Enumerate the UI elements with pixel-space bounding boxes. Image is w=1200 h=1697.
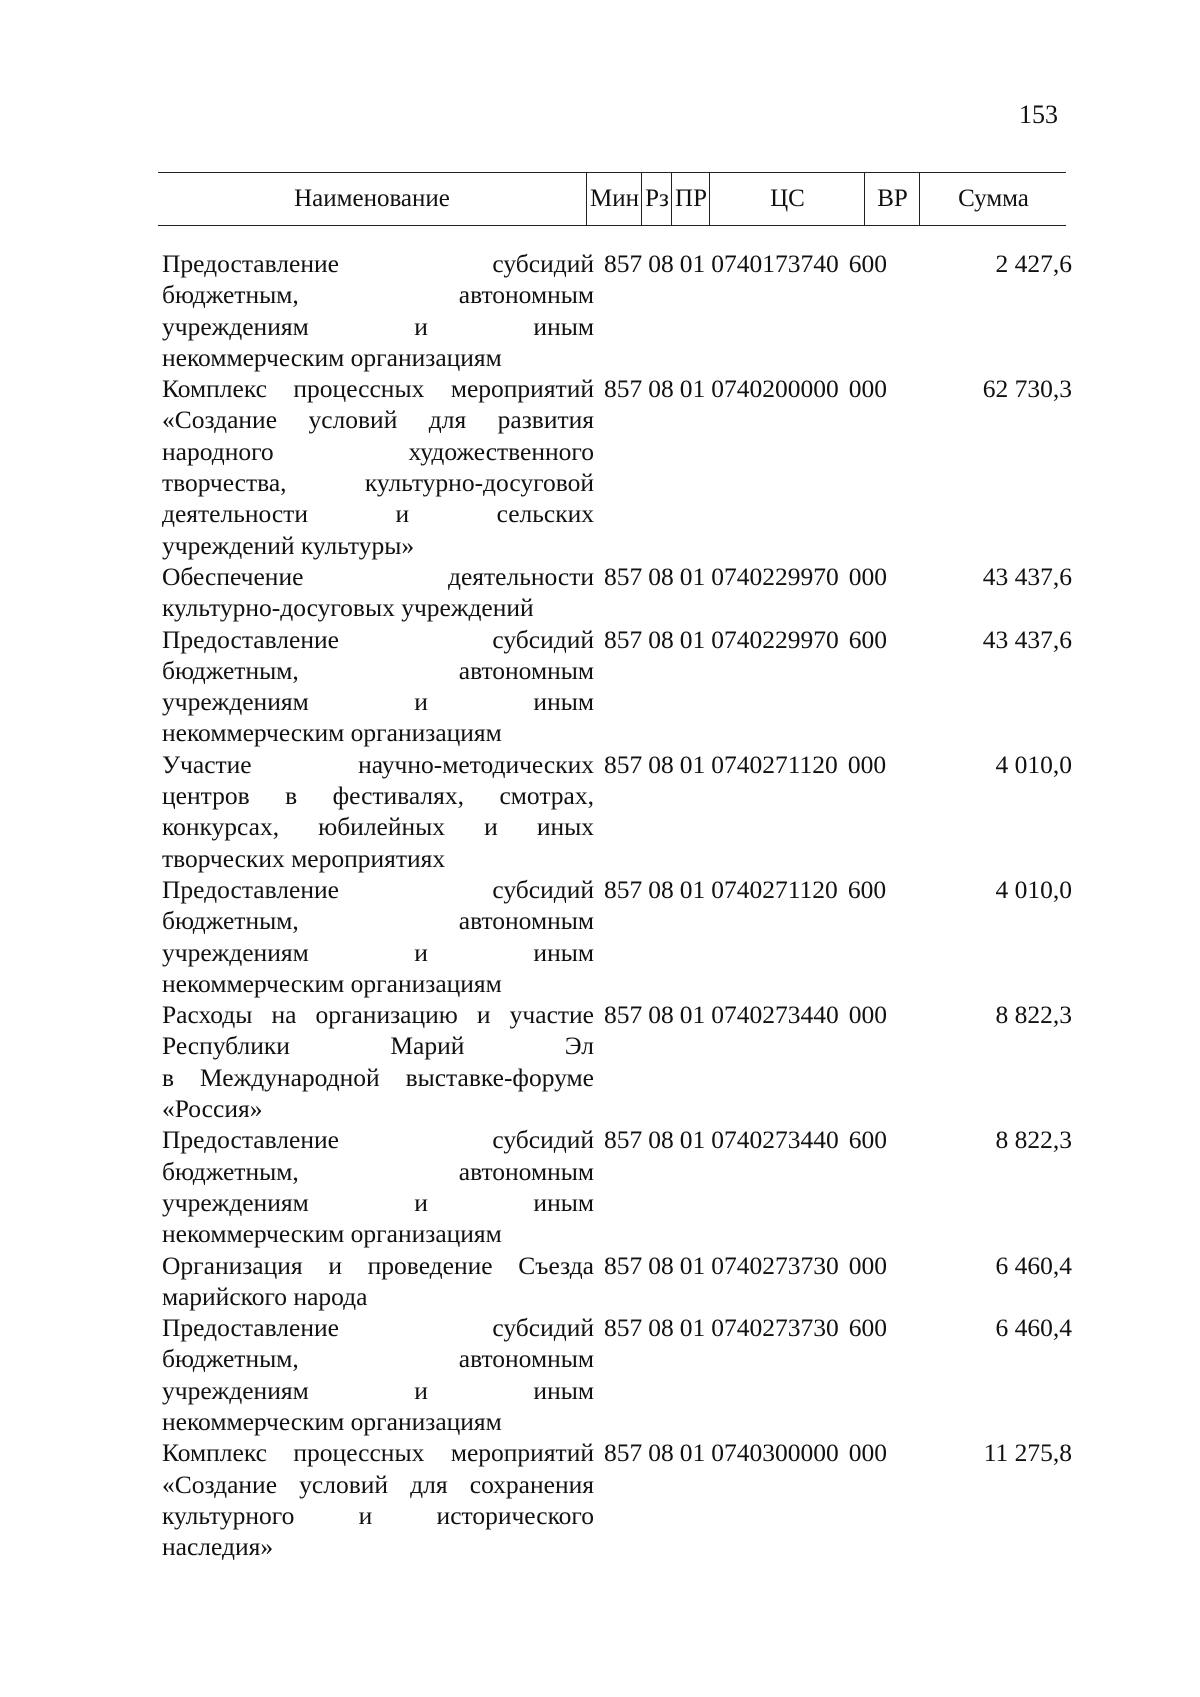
row-pr: 01	[679, 749, 706, 779]
row-min: 857	[604, 1438, 643, 1468]
row-cs: 0740273440	[711, 1125, 839, 1155]
row-name-line: бюджетным, автономным	[162, 655, 594, 685]
row-name-line: конкурсах, юбилейных и иных	[162, 812, 594, 842]
row-pr: 01	[679, 1250, 706, 1280]
row-name-line: некоммерческим организациям	[162, 1407, 502, 1437]
row-codes	[604, 1250, 893, 1281]
row-name-line: Предоставление субсидий	[162, 249, 594, 278]
row-min: 857	[604, 1125, 643, 1155]
row-name-line: учреждениям и иным	[162, 937, 594, 967]
row-codes	[604, 1437, 893, 1468]
row-min: 857	[604, 875, 643, 904]
row-codes	[604, 1312, 893, 1343]
row-name-line: учреждениям и иным	[162, 1375, 594, 1405]
row-sum: 4 010,0	[995, 875, 1072, 904]
row-min: 857	[604, 374, 643, 404]
row-pr: 01	[679, 562, 706, 591]
row-name	[162, 999, 594, 1124]
row-min: 857	[604, 1000, 643, 1030]
row-name	[162, 1312, 594, 1437]
row-codes	[604, 373, 893, 404]
row-cs: 0740173740	[711, 249, 839, 278]
row-name-line: Предоставление субсидий	[162, 1313, 594, 1343]
row-name-line: некоммерческим организациям	[162, 342, 502, 372]
row-name-line: Предоставление субсидий	[162, 624, 594, 654]
row-cs: 0740271120	[711, 875, 838, 904]
row-codes	[604, 624, 893, 655]
row-name-line: центров в фестивалях, смотрах,	[162, 781, 594, 811]
row-codes	[604, 874, 892, 905]
row-cs: 0740271120	[711, 749, 838, 779]
row-cs: 0740273730	[711, 1250, 839, 1280]
row-rz: 08	[648, 875, 674, 904]
row-cs: 0740300000	[711, 1438, 839, 1468]
row-vr: 000	[848, 1250, 887, 1280]
row-name-line: Расходы на организацию и участие	[162, 1000, 594, 1030]
header-rz: Рз	[641, 173, 672, 225]
row-name-line: некоммерческим организациям	[162, 718, 502, 748]
header-name: Наименование	[294, 185, 450, 212]
row-name-line: бюджетным, автономным	[162, 280, 594, 310]
row-vr: 600	[848, 1313, 887, 1343]
row-min: 857	[604, 249, 643, 278]
row-rz: 08	[648, 1438, 674, 1468]
row-pr: 01	[679, 249, 706, 278]
header-min: Мин	[586, 173, 642, 225]
row-sum: 6 460,4	[995, 1313, 1072, 1343]
header-vr: ВР	[864, 173, 920, 225]
row-name-line: творческих мероприятиях	[162, 843, 446, 873]
row-name-line: учреждениям и иным	[162, 687, 594, 717]
header-sum: Сумма	[919, 173, 1067, 225]
row-name	[162, 561, 594, 624]
page-number: 153	[1019, 100, 1058, 129]
row-name-line: культурно-досуговых учреждений	[162, 593, 534, 623]
row-name-line: «Россия»	[162, 1094, 263, 1124]
row-min: 857	[604, 749, 643, 779]
row-name	[162, 1437, 594, 1562]
row-cs: 0740200000	[711, 374, 839, 404]
row-vr: 600	[847, 875, 887, 904]
row-name	[162, 1124, 594, 1249]
row-min: 857	[604, 562, 643, 591]
row-name-line: некоммерческим организациям	[162, 1219, 502, 1249]
row-vr: 000	[848, 1000, 887, 1030]
row-vr: 000	[848, 1438, 887, 1468]
row-name-line: Комплекс процессных мероприятий	[162, 1438, 594, 1468]
row-pr: 01	[679, 374, 706, 404]
row-sum: 8 822,3	[995, 1125, 1072, 1155]
row-sum: 8 822,3	[995, 1000, 1072, 1030]
row-vr: 000	[848, 374, 887, 404]
row-name-line: учреждениям и иным	[162, 1187, 594, 1217]
row-sum: 6 460,4	[995, 1250, 1072, 1280]
row-name-line: некоммерческим организациям	[162, 968, 502, 998]
row-rz: 08	[648, 1125, 674, 1155]
row-name-line: «Создание условий для развития	[162, 405, 594, 435]
row-min: 857	[604, 1250, 643, 1280]
row-sum: 43 437,6	[982, 562, 1072, 591]
row-cs: 0740273730	[711, 1313, 839, 1343]
row-sum: 2 427,6	[995, 249, 1072, 278]
row-codes	[604, 999, 893, 1030]
row-name-line: народного художественного	[162, 436, 594, 466]
row-pr: 01	[679, 1438, 706, 1468]
row-sum: 43 437,6	[982, 624, 1072, 654]
row-codes	[604, 749, 892, 780]
row-vr: 600	[848, 624, 887, 654]
row-name-line: Комплекс процессных мероприятий	[162, 374, 594, 404]
row-name-line: бюджетным, автономным	[162, 1344, 594, 1374]
row-cs: 0740229970	[711, 562, 839, 591]
row-codes	[604, 1124, 893, 1155]
row-rz: 08	[648, 1313, 674, 1343]
row-name-line: в Международной выставке-форуме	[162, 1062, 594, 1092]
header-cs: ЦС	[709, 173, 865, 225]
row-name-line: учреждениям и иным	[162, 311, 594, 341]
row-name	[162, 373, 594, 561]
row-rz: 08	[648, 249, 674, 278]
row-sum: 11 275,8	[983, 1438, 1072, 1468]
row-pr: 01	[679, 1125, 706, 1155]
row-vr: 000	[848, 562, 887, 591]
row-name	[162, 1250, 594, 1313]
row-name-line: Участие научно-методических	[162, 749, 594, 779]
row-min: 857	[604, 624, 643, 654]
row-name	[162, 624, 594, 749]
row-cs: 0740273440	[711, 1000, 839, 1030]
row-name-line: учреждений культуры»	[162, 530, 415, 560]
row-name-line: Предоставление субсидий	[162, 875, 594, 904]
row-pr: 01	[679, 1000, 706, 1030]
row-cs: 0740229970	[711, 624, 839, 654]
row-name	[162, 248, 594, 373]
row-min: 857	[604, 1313, 643, 1343]
row-name-line: наследия»	[162, 1532, 274, 1562]
row-name-line: марийского народа	[162, 1281, 368, 1311]
row-vr: 600	[848, 1125, 887, 1155]
row-name-line: бюджетным, автономным	[162, 906, 594, 936]
row-rz: 08	[648, 749, 674, 779]
row-name-line: Обеспечение деятельности	[162, 562, 594, 591]
row-name-line: Республики Марий Эл	[162, 1031, 594, 1061]
row-rz: 08	[648, 374, 674, 404]
row-name	[162, 749, 594, 874]
row-name-line: Организация и проведение Съезда	[162, 1250, 594, 1280]
row-rz: 08	[648, 562, 674, 591]
row-name-line: бюджетным, автономным	[162, 1156, 594, 1186]
row-sum: 62 730,3	[982, 374, 1072, 404]
row-sum: 4 010,0	[995, 749, 1072, 779]
row-vr: 600	[848, 249, 887, 278]
header-pr: ПР	[671, 173, 710, 225]
row-pr: 01	[679, 624, 706, 654]
row-codes	[604, 248, 893, 279]
row-name	[162, 874, 594, 999]
row-rz: 08	[648, 1000, 674, 1030]
row-name-line: Предоставление субсидий	[162, 1125, 594, 1155]
row-pr: 01	[679, 875, 706, 904]
row-name-line: творчества, культурно-досуговой	[162, 468, 594, 498]
row-name-line: культурного и исторического	[162, 1500, 594, 1530]
row-rz: 08	[648, 624, 674, 654]
row-pr: 01	[679, 1313, 706, 1343]
row-name-line: деятельности и сельских	[162, 499, 594, 529]
row-vr: 000	[847, 749, 887, 779]
row-name-line: «Создание условий для сохранения	[162, 1469, 594, 1499]
row-rz: 08	[648, 1250, 674, 1280]
row-codes	[604, 561, 893, 592]
